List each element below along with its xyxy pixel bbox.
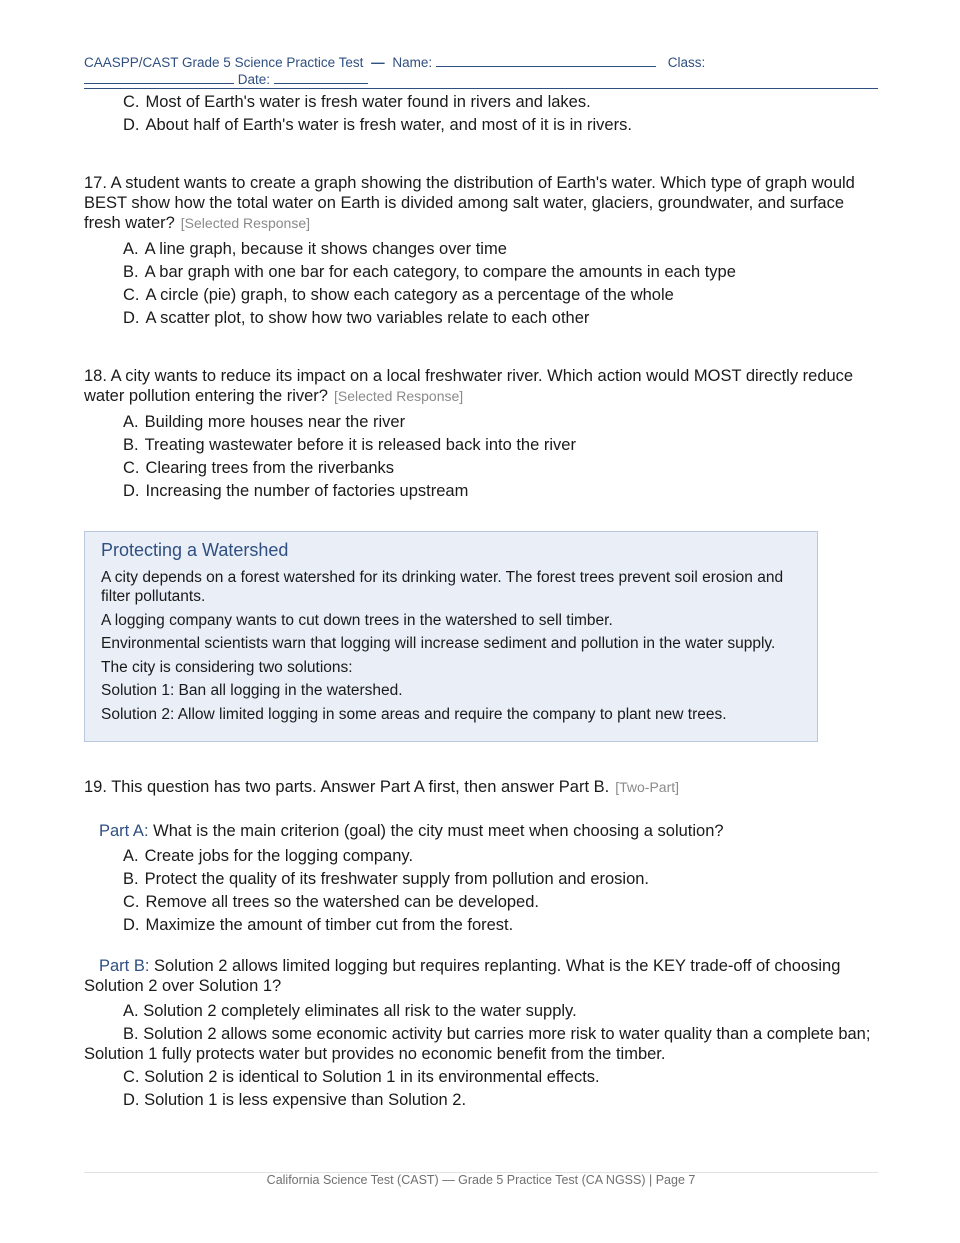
option-text: A circle (pie) graph, to show each category as a percentage of the whole — [145, 286, 674, 304]
response-type-tag: [Selected Response] — [333, 388, 464, 404]
option-text: Remove all trees so the watershed can be developed. — [145, 893, 539, 911]
option-letter: D. — [123, 309, 140, 327]
answer-option[interactable] — [84, 915, 878, 935]
option-letter: A. — [123, 240, 139, 258]
option-letter: D. — [123, 1091, 140, 1109]
option-letter: D. — [123, 482, 140, 500]
answer-option[interactable] — [84, 1001, 878, 1021]
class-field[interactable] — [84, 72, 234, 84]
option-text: Increasing the number of factories upstream — [145, 482, 469, 500]
answer-option[interactable] — [84, 846, 878, 866]
header-row-2 — [84, 71, 878, 88]
option-text: Solution 2 is identical to Solution 1 in its environmental effects. — [144, 1068, 600, 1086]
answer-option[interactable] — [84, 92, 878, 112]
option-letter: A. — [123, 847, 139, 865]
option-text: A bar graph with one bar for each category, to compare the amounts in each type — [144, 263, 736, 281]
option-text: Clearing trees from the riverbanks — [145, 459, 395, 477]
option-text: Most of Earth's water is fresh water found in rivers and lakes. — [145, 93, 591, 111]
question-stem — [84, 173, 878, 233]
answer-option[interactable] — [84, 458, 878, 478]
part-b-label: Part B: — [99, 957, 150, 975]
option-letter: C. — [123, 93, 140, 111]
answer-option[interactable] — [84, 435, 878, 455]
answer-option[interactable] — [84, 285, 878, 305]
part-b-question — [84, 956, 878, 996]
question-text: 19. This question has two parts. Answer Part A first, then answer Part B. — [84, 778, 610, 796]
answer-option[interactable] — [84, 1090, 878, 1110]
question-17 — [84, 173, 878, 328]
option-text: Solution 2 completely eliminates all risk to the water supply. — [143, 1002, 577, 1020]
answer-option[interactable] — [84, 262, 878, 282]
question-text: 18. A city wants to reduce its impact on a local freshwater river. Which action would MOST directly reduce water pollution entering the river? — [84, 367, 854, 405]
header-row-1 — [84, 54, 878, 71]
option-text: Treating wastewater before it is released back into the river — [144, 436, 576, 454]
question-text: 17. A student wants to create a graph showing the distribution of Earth's water. Which type of graph would BEST show how the total water on Earth is divided among salt water, glaciers, groundwater, and surface fresh water? — [84, 174, 855, 232]
page-header — [84, 54, 878, 89]
part-a — [84, 821, 878, 935]
option-text: Maximize the amount of timber cut from the forest. — [145, 916, 514, 934]
passage-paragraph: A city depends on a forest watershed for its drinking water. The forest trees prevent soil erosion and filter pollutants. — [101, 568, 784, 605]
page-footer: California Science Test (CAST) — Grade 5 Practice Test (CA NGSS) | Page 7 — [266, 1173, 696, 1187]
answer-option[interactable] — [84, 239, 878, 259]
option-letter: B. — [123, 263, 139, 281]
option-text: Solution 1 is less expensive than Solution 2. — [144, 1091, 467, 1109]
header-separator: — — [371, 55, 385, 70]
answer-option[interactable] — [84, 412, 878, 432]
question-stem — [84, 777, 878, 797]
option-letter: C. — [123, 893, 140, 911]
option-text: Protect the quality of its freshwater supply from pollution and erosion. — [144, 870, 650, 888]
date-label: Date: — [237, 72, 271, 87]
passage-paragraph: Solution 1: Ban all logging in the watershed. — [101, 682, 403, 699]
passage-title: Protecting a Watershed — [101, 540, 289, 560]
part-a-label: Part A: — [99, 822, 149, 840]
test-title: CAASPP/CAST Grade 5 Science Practice Test — [84, 55, 364, 70]
part-b-text: Solution 2 allows limited logging but requires replanting. What is the KEY trade-off of choosing Solution 2 over Solution 1? — [84, 957, 841, 995]
option-letter: A. — [123, 413, 139, 431]
option-text: Create jobs for the logging company. — [144, 847, 414, 865]
passage-paragraph: Environmental scientists warn that logging will increase sediment and pollution in the water supply. — [101, 635, 776, 652]
option-letter: C. — [123, 1068, 140, 1086]
answer-option[interactable] — [84, 869, 878, 889]
name-label: Name: — [392, 55, 433, 70]
passage-paragraph: Solution 2: Allow limited logging in some areas and require the company to plant new trees. — [101, 705, 727, 723]
passage-paragraph: A logging company wants to cut down trees in the watershed to sell timber. — [101, 611, 613, 629]
option-text: Solution 2 allows some economic activity but carries more risk to water quality than a complete ban; Solution 1 fully protects water but provides no economic benefit from the timber. — [84, 1025, 871, 1063]
option-letter: D. — [123, 116, 140, 134]
option-letter: C. — [123, 286, 140, 304]
option-letter: B. — [123, 436, 139, 454]
question-19 — [84, 777, 878, 1110]
option-letter: B. — [123, 870, 139, 888]
answer-option[interactable] — [84, 115, 878, 135]
option-text: Building more houses near the river — [144, 413, 406, 431]
option-letter: D. — [123, 916, 140, 934]
date-field[interactable] — [274, 72, 368, 84]
passage-box — [84, 531, 818, 742]
option-text: About half of Earth's water is fresh water, and most of it is in rivers. — [145, 116, 632, 134]
option-letter: A. — [123, 1002, 139, 1020]
option-text: A scatter plot, to show how two variables relate to each other — [145, 309, 590, 327]
answer-option[interactable] — [84, 892, 878, 912]
part-b — [84, 956, 878, 1110]
response-type-tag: [Selected Response] — [180, 215, 310, 231]
answer-option[interactable] — [84, 1067, 878, 1087]
answer-option[interactable] — [84, 481, 878, 501]
response-type-tag: [Two-Part] — [615, 779, 680, 795]
question-stem — [84, 366, 878, 406]
option-text: A line graph, because it shows changes over time — [144, 240, 507, 258]
q16-options-tail — [84, 92, 878, 135]
passage-paragraph: The city is considering two solutions: — [101, 658, 353, 676]
class-label: Class: — [667, 55, 706, 70]
part-a-question — [84, 821, 878, 841]
question-18 — [84, 366, 878, 501]
answer-option[interactable] — [84, 308, 878, 328]
name-field[interactable] — [436, 55, 656, 67]
option-letter: B. — [123, 1025, 139, 1043]
option-letter: C. — [123, 459, 140, 477]
answer-option[interactable] — [84, 1024, 878, 1064]
part-a-text: What is the main criterion (goal) the city must meet when choosing a solution? — [153, 822, 724, 840]
page-content — [84, 92, 878, 1113]
